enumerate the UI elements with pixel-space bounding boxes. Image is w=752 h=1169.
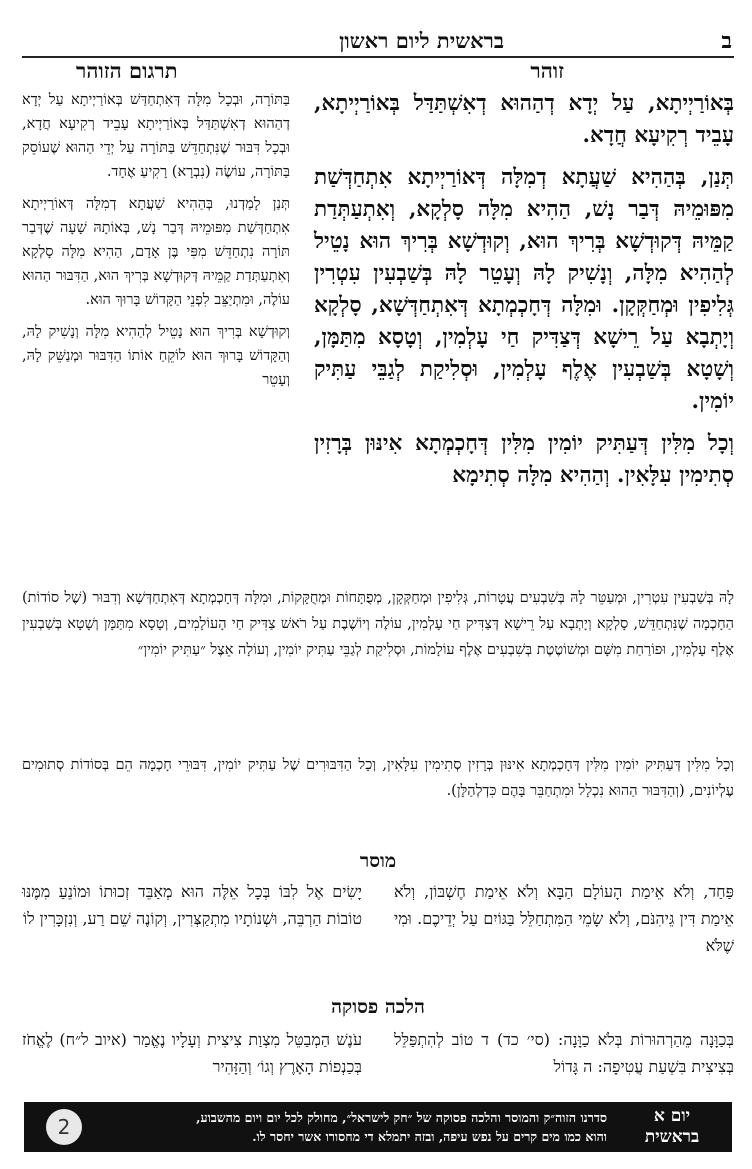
running-header <box>22 28 734 52</box>
musar-right-column: פַּחַד, וְלֹא אֵימַת הָעוֹלָם הַבָּא וְלֹא אֵימַת חֶשְׁבּוֹן, וְלֹא אֵימַת דִּין גֵּיהִנֹּם, וְלֹא שָׂמֵי הַמִּתְחַלֵּל בַּגּוֹיִם עַל יְדֵיכֶם. וּמִי שֶׁלֹּא <box>394 882 734 955</box>
footer-bar <box>24 1102 732 1152</box>
zohar-paragraph: בְּאוֹרַיְיתָא, עַל יְדָא דְהַהוּא דְאִשְׁתַּדַּל בְּאוֹרַיְיתָא, עָבֵיד רְקִיעָא חֲדָא. <box>314 91 734 148</box>
targum-title: תרגום הזוהר <box>76 58 178 83</box>
targum-column <box>22 88 290 400</box>
targum-paragraph: תְּנַן לָמַדְנוּ, בְּהַהִיא שַׁעֲתָא דְמִלָּה דְּאוֹרַיְיתָא אִתְחַדְּשַׁת מִפּוּמֵיהּ דְּבַר נָשׁ, בְּאוֹתָהּ שָׁעָה שֶׁדְּבַר תּוֹרָה נִתְחַדֵּשׁ מִפִּי בֶּן אָדָם, הַהִיא מִלָּה סָלְקָא וְאִתְעַתְּדַת קַמֵּיהּ דְּקוּדְשָׁא בְּרִיךְ הוּא, הַדִּבּוּר הַהוּא עוֹלֶה, וּמִתְיַצֵּב לִפְנֵי הַקָּדוֹשׁ בָּרוּךְ הוּא. <box>22 196 290 308</box>
footer-info-line: סדרנו הזוה״ק והמוסר והלכה פסוקה של ״חק לישראל״, מחולק לכל יום ויום מהשבוע, <box>196 1110 607 1125</box>
halacha-left-column: עֹנֶשׁ הַמְבַטֵּל מִצְוַת צִיצִית וְעָלָיו נֶאֱמַר (איוב ל״ח) לֶאֱחֹז בְּכַנְפוֹת הָאָרֶץ וְגוֹ׳ וְהַזָּהִיר <box>22 1030 362 1076</box>
zohar-title: זוהר <box>530 58 564 83</box>
targum-continuation-2: וְכָל מִלִּין דְּעַתִּיק יוֹמִין מִלִּין דְּחָכְמְתָא אִינּוּן בְּרָזִין סְתִימִין עִלָּאִין, וְכָל הַדִּבּוּרִים שֶׁל עַתִּיק יוֹמִין, דִּבּוּרֵי חָכְמָה הֵם בְּסוֹדוֹת סְתוּמִים עֶלְיוֹנִים, (וְהַדִּבּוּר הַהוּא נִכְלָל וּמִתְחַבֵּר בָּהֶם כִּדְלְהַלָּן). <box>22 757 734 799</box>
day-number: יום א <box>653 1106 691 1126</box>
zohar-paragraph: תְּנַן, בְּהַהִיא שַׁעֲתָא דְמִלָּה דְּאוֹרַיְיתָא אִתְחַדְּשַׁת מִפּוּמֵיהּ דְּבַר נָשׁ, הַהִיא מִלָּה סָלְקָא, וְאִתְעַתְּדַת קַמֵּיהּ דְּקוּדְשָׁא בְּרִיךְ הוּא, וְקוּדְשָׁא בְּרִיךְ הוּא נָטֵיל לְהַהִיא מִלָּה, וְנָשִׁיק לָהּ וְעָטֵר לָהּ בְּשַׁבְעִין עִטְרִין גְּלִיפִין וּמְחַקְּקָן. וּמִלָּה דְּחָכְמְתָא דְּאִתְחַדְּשָׁא, סָלְקָא וְיָתְבָא עַל רֵישָׁא דְּצַדִּיק חַי עָלְמִין, וְטָסָא מִתַּמָּן, וְשָׁטָא בְּשַׁבְעִין אֶלֶף עָלְמִין, וּסְלִיקַת לְגַבֵּי עַתִּיק יוֹמִין. <box>314 165 734 414</box>
day-label <box>622 1106 722 1148</box>
page-letter: ב <box>721 28 732 54</box>
targum-continuation: לָהּ בְּשַׁבְעִין עִטְרִין, וּמְעַטֵּר לָהּ בְּשִׁבְעִים עֲטָרוֹת, גְּלִיפִין וּמְחַקְּקָן, מְפֻתָּחוֹת וּמְחֻקָּקוֹת, וּמִלָּה דְּחָכְמְתָא דְּאִתְחַדְּשָׁא וְדִבּוּר (שֶׁל סוֹדוֹת) הַחָכְמָה שֶׁנִּתְחַדֵּשׁ, סָלְקָא וְיָתְבָא עַל רֵישָׁא דְּצַדִּיק חַי עָלְמִין, עוֹלֶה וְיוֹשֶׁבֶת עַל רֹאשׁ צַדִּיק חַי הָעוֹלָמִים, וְטָסָא מִתַּמָּן וְשָׁטָא בְּשַׁבְעִין אֶלֶף עָלְמִין, וּפוֹרַחַת מִשָּׁם וּמְשׁוֹטֶטֶת בְּשִׁבְעִים אֶלֶף עוֹלָמוֹת, וּסְלִיקַת לְגַבֵּי עַתִּיק יוֹמִין, וְעוֹלָה אֵצֶל ״עַתִּיק יוֹמִין״ <box>22 590 734 658</box>
page-number-badge: 2 <box>46 1109 82 1145</box>
halacha-title: הלכה פסוקה <box>331 996 425 1018</box>
running-title: בראשית ליום ראשון <box>339 28 504 53</box>
footer-info-line: והוא כמו מים קרים על נפש עיפה, ובזה יתמלא די מחסורו אשר יחסר לו. <box>252 1129 607 1144</box>
targum-paragraph: וְקוּדְשָׁא בְּרִיךְ הוּא נָטֵיל לְהַהִיא מִלָּה וְנָשִׁיק לָהּ, וְהַקָּדוֹשׁ בָּרוּךְ הוּא לוֹקֵחַ אוֹתוֹ הַדִּבּוּר וּמְנַשֵּׁק לָהּ, וְעָטֵר <box>22 324 290 388</box>
halacha-right-column: בְּכַוָּנָה מֵהַרְהוּרוֹת בְּלֹא כַוָּנָה: (סי׳ כד) ד טוֹב לְהִתְפַּלֵּל בְּצִיצִית בִּשְׁעַת עֲטִיפָה: ה גָּדוֹל <box>394 1030 734 1076</box>
zohar-paragraph: וְכָל מִלִּין דְּעַתִּיק יוֹמִין מִלִּין דְּחָכְמְתָא אִינּוּן בְּרָזִין סְתִימִין עִלָּאִין. וְהַהִיא מִלָּה סְתִימָא <box>314 431 734 488</box>
musar-title: מוסר <box>359 850 397 872</box>
musar-left-column: יָשִׂים אֶל לִבּוֹ בְּכָל אֵלֶּה הוּא מְאַבֵּד זְכוּתוֹ וּמוֹנֵעַ מִמֶּנּוּ טוֹבוֹת הַרְבֵּה, וּשְׁנוֹתָיו מִתְקַצְּרִין, וְקוֹנֶה שֵׁם רַע, וְנִזְכָּרִין לוֹ <box>22 882 362 928</box>
footer-info <box>104 1108 607 1146</box>
zohar-column <box>314 88 734 502</box>
targum-paragraph: בַּתּוֹרָה, וּבְכָל מִלָּה דְּאִתְחַדַּשׁ בְּאוֹרַיְיתָא עַל יְדָא דְהַהוּא דְאִשְׁתַּדַּל בְּאוֹרַיְיתָא עָבֵיד רְקִיעָא חֲדָא, וּבְכָל דִּבּוּר שֶׁנִּתְחַדֵּשׁ בַּתּוֹרָה עַל יְדֵי הַהוּא שֶׁעוֹסֵק בַּתּוֹרָה, עוֹשֶׂה (נִבְרָא) רָקִיעַ אֶחָד. <box>22 92 290 180</box>
parsha-name: בראשית <box>644 1127 700 1147</box>
page <box>22 0 734 1169</box>
